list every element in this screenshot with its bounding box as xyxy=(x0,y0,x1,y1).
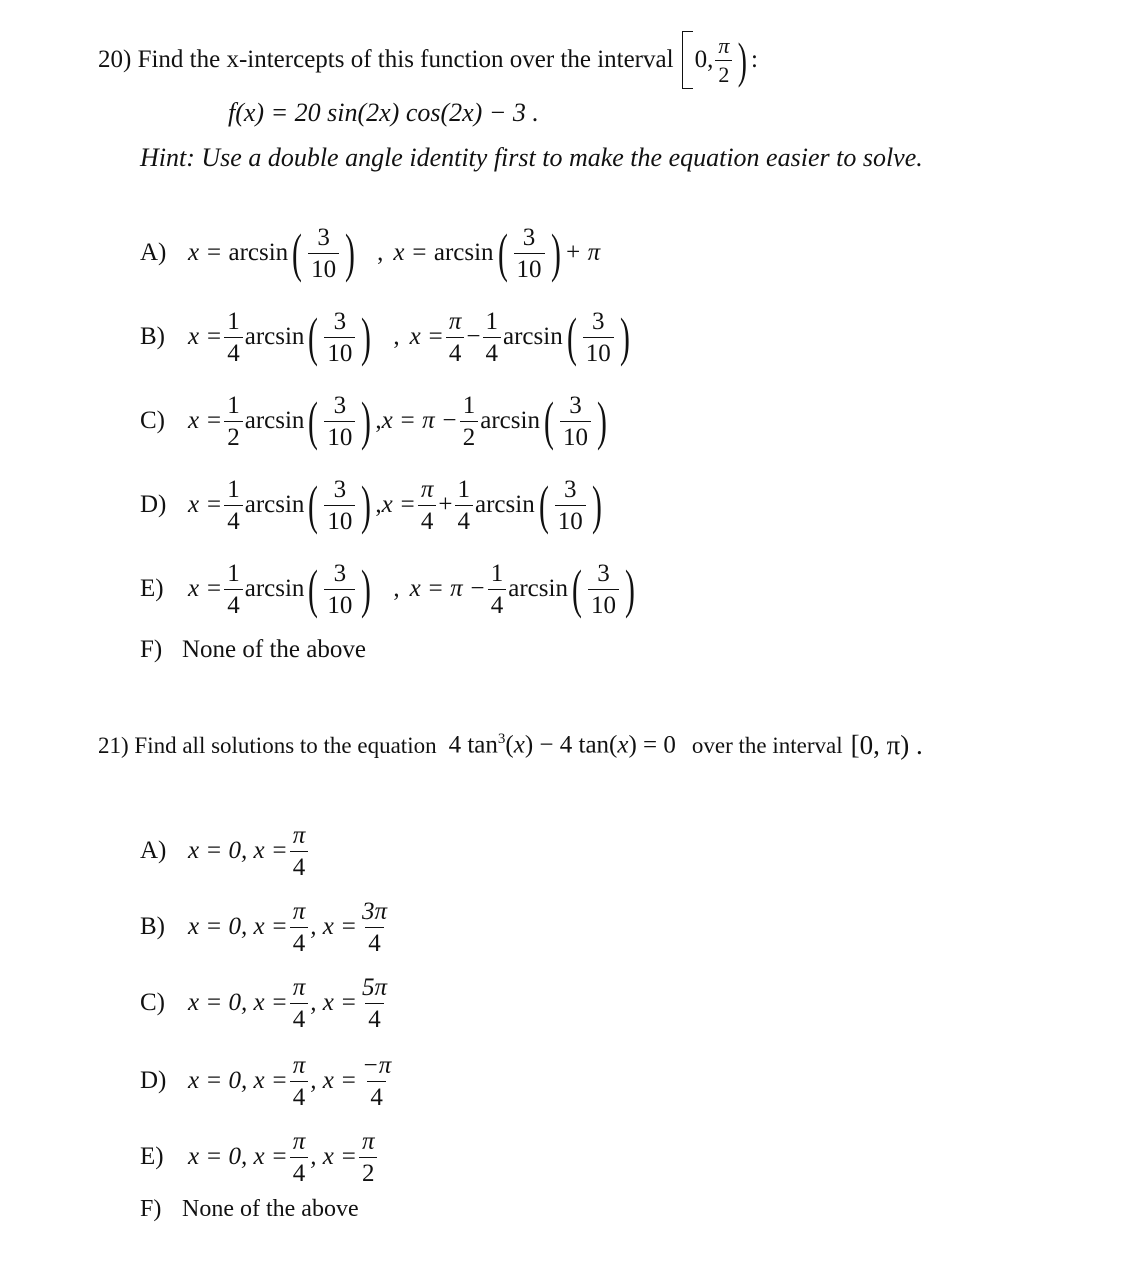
q20-function: f(x) = 20 sin(2x) cos(2x) − 3 . xyxy=(228,98,539,127)
den: 4 xyxy=(483,337,502,366)
q21-option-a[interactable] xyxy=(140,820,310,882)
den: 4 xyxy=(365,927,384,956)
interval-right-paren: ) xyxy=(738,32,748,88)
arcsin: arcsin xyxy=(228,239,289,266)
num: 3 xyxy=(333,391,347,419)
q20-hint: Hint: Use a double angle identity first to make the equation easier to solve. xyxy=(140,143,923,172)
num: π xyxy=(292,973,306,1001)
den: 4 xyxy=(224,589,243,618)
num: π xyxy=(420,475,434,503)
paren-frac: ( $\frac{3}{10}$ ) xyxy=(308,475,372,535)
option-label: A) xyxy=(140,239,167,266)
paren-frac: ( $\frac{3}{10}$ ) xyxy=(308,307,372,367)
den: 4 xyxy=(224,505,243,534)
num: 1 xyxy=(227,475,240,503)
paren-frac: ( $\frac{3}{10}$ ) xyxy=(566,307,630,367)
x-eq: x = xyxy=(188,407,223,434)
x-eq: x = xyxy=(393,239,428,266)
den: 4 xyxy=(224,337,243,366)
x-eq: x = xyxy=(409,323,444,350)
plus: + xyxy=(438,491,453,518)
den: 10 xyxy=(555,505,586,534)
q20-option-c[interactable] xyxy=(140,390,611,452)
option-label: E) xyxy=(140,575,164,602)
paren-frac: ( $\frac{3}{10}$ ) xyxy=(308,391,372,451)
arcsin: arcsin xyxy=(244,323,305,350)
arcsin: arcsin xyxy=(244,407,305,434)
option-label: E) xyxy=(140,1143,164,1170)
q21-option-d[interactable] xyxy=(140,1050,396,1112)
pi-minus: π − xyxy=(422,407,458,434)
q21-question-suffix: over the interval xyxy=(691,732,843,758)
num: −π xyxy=(361,1051,392,1079)
comma: , xyxy=(375,407,382,434)
den: 10 xyxy=(324,505,355,534)
plus-pi: + π xyxy=(564,239,601,266)
q20-option-d[interactable] xyxy=(140,474,606,536)
x-eq: x = xyxy=(188,491,223,518)
num: π xyxy=(292,1051,306,1079)
minus: − xyxy=(466,323,481,350)
paren-frac: ( $\frac{3}{10}$ ) xyxy=(544,391,607,451)
interval-start: 0, xyxy=(694,46,714,73)
den: 4 xyxy=(367,1081,386,1110)
num: 3 xyxy=(317,223,330,251)
cx: , x = xyxy=(310,989,357,1016)
num: 1 xyxy=(462,391,476,419)
cx: , x = xyxy=(310,1067,357,1094)
q21-question-line xyxy=(98,730,923,761)
x0: x = 0, x = xyxy=(188,913,288,940)
comma: , xyxy=(377,239,384,266)
x-eq: x = xyxy=(409,575,444,602)
interval-left-bracket xyxy=(682,31,693,89)
option-text: None of the above xyxy=(182,1196,359,1222)
den: 10 xyxy=(324,589,355,618)
q21-option-f[interactable] xyxy=(140,1196,359,1223)
paren-frac: ( $\frac{3}{10}$ ) xyxy=(572,559,635,619)
den: 4 xyxy=(365,1003,384,1032)
x0: x = 0, x = xyxy=(188,837,288,864)
cx: , x = xyxy=(310,1143,357,1170)
num: π xyxy=(361,1127,375,1155)
x-eq: x = xyxy=(188,575,223,602)
q20-option-a[interactable] xyxy=(140,222,600,284)
q21-question-text: 21) Find all solutions to the equation xyxy=(98,732,437,758)
num: 1 xyxy=(227,307,240,335)
den: 10 xyxy=(308,253,339,282)
num: π xyxy=(292,1127,306,1155)
option-label: D) xyxy=(140,1067,167,1094)
interval-colon: : xyxy=(751,46,758,73)
arcsin: arcsin xyxy=(433,239,494,266)
num: π xyxy=(292,897,306,925)
q21-interval: [0, π) . xyxy=(850,730,923,760)
den: 10 xyxy=(514,253,545,282)
num: 3 xyxy=(333,307,347,335)
den: 4 xyxy=(488,589,507,618)
den: 4 xyxy=(455,505,474,534)
option-label: F) xyxy=(140,636,163,663)
num: 1 xyxy=(227,559,240,587)
comma: , xyxy=(375,491,382,518)
num: 1 xyxy=(227,391,240,419)
paren-frac: ( $\frac{3}{10}$ ) xyxy=(292,223,356,283)
den: 4 xyxy=(290,851,309,880)
num: 3 xyxy=(569,391,582,419)
x-eq: x = xyxy=(188,323,223,350)
den: 4 xyxy=(446,337,465,366)
den: 4 xyxy=(290,927,309,956)
q20-option-f[interactable] xyxy=(140,636,366,664)
den: 2 xyxy=(224,421,243,450)
option-label: A) xyxy=(140,837,167,864)
arcsin: arcsin xyxy=(503,323,563,350)
option-label: C) xyxy=(140,989,165,1016)
den: 2 xyxy=(460,421,479,450)
den: 10 xyxy=(324,337,355,366)
q20-question-text: 20) Find the x-intercepts of this function over the interval xyxy=(98,46,674,73)
q20-option-b[interactable] xyxy=(140,306,634,368)
x-eq: x = xyxy=(381,491,416,518)
paren-frac: ( $\frac{3}{10}$ ) xyxy=(308,559,372,619)
paren-frac: ( $\frac{3}{10}$ ) xyxy=(497,223,561,283)
option-text: None of the above xyxy=(182,636,366,663)
option-label: B) xyxy=(140,913,165,940)
num: 3 xyxy=(522,223,536,251)
x0: x = 0, x = xyxy=(188,1143,288,1170)
option-label: C) xyxy=(140,407,165,434)
num: 3 xyxy=(333,475,347,503)
arcsin: arcsin xyxy=(244,575,305,602)
paren-frac: ( $\frac{3}{10}$ ) xyxy=(538,475,602,535)
num: 3π xyxy=(361,897,387,925)
num: 3 xyxy=(563,475,577,503)
interval-den: 2 xyxy=(715,60,732,86)
q20-option-e[interactable] xyxy=(140,558,639,620)
den: 4 xyxy=(418,505,437,534)
q21-equation: 4 $\tan^3(x) - 4$ tan(x) = 0 xyxy=(448,731,676,759)
cx: , x = xyxy=(310,913,357,940)
option-label: F) xyxy=(140,1196,162,1222)
q21-option-b[interactable] xyxy=(140,896,392,958)
arcsin: arcsin xyxy=(508,575,568,602)
num: 3 xyxy=(597,559,610,587)
x0: x = 0, x = xyxy=(188,1067,288,1094)
q21-option-e[interactable] xyxy=(140,1126,379,1188)
num: 1 xyxy=(490,559,504,587)
num: π xyxy=(292,821,306,849)
q20-interval xyxy=(682,31,758,89)
comma: , xyxy=(393,575,400,602)
x-eq: x = xyxy=(381,407,416,434)
pi-minus: π − xyxy=(450,575,486,602)
q21-option-c[interactable] xyxy=(140,972,392,1034)
den: 4 xyxy=(290,1157,309,1186)
arcsin: arcsin xyxy=(475,491,535,518)
num: π xyxy=(448,307,462,335)
q20-question-line xyxy=(98,28,758,92)
den: 4 xyxy=(290,1081,309,1110)
x0: x = 0, x = xyxy=(188,989,288,1016)
den: 10 xyxy=(583,337,614,366)
den: 10 xyxy=(324,421,355,450)
option-label: B) xyxy=(140,323,165,350)
arcsin: arcsin xyxy=(244,491,305,518)
arcsin: arcsin xyxy=(480,407,540,434)
den: 2 xyxy=(359,1157,378,1186)
den: 4 xyxy=(290,1003,309,1032)
interval-num: π xyxy=(718,32,730,58)
num: 1 xyxy=(457,475,470,503)
num: 1 xyxy=(485,307,498,335)
interval-end-fraction xyxy=(715,32,732,87)
num: 3 xyxy=(591,307,605,335)
x-eq: x = xyxy=(188,239,223,266)
num: 5π xyxy=(361,973,387,1001)
den: 10 xyxy=(588,589,619,618)
num: 3 xyxy=(333,559,347,587)
comma: , xyxy=(393,323,400,350)
den: 10 xyxy=(560,421,591,450)
option-label: D) xyxy=(140,491,167,518)
